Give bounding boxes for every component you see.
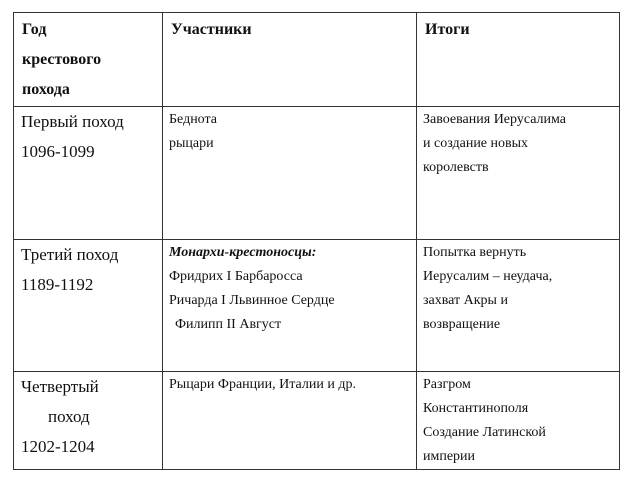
- year-cell: [14, 372, 163, 470]
- result-line: Завоевания Иерусалима: [423, 112, 567, 127]
- year-line: 1096-1099: [21, 142, 95, 161]
- year-line: Четвертый: [21, 377, 99, 396]
- result-line: империи: [423, 449, 476, 464]
- results-cell: [417, 372, 620, 470]
- header-year: [14, 13, 163, 107]
- header-participants: Участники: [163, 13, 417, 107]
- header-year-line: похода: [22, 81, 70, 98]
- table-row: [14, 372, 620, 470]
- participant-line: Беднота: [169, 112, 218, 127]
- result-line: Разгром: [423, 377, 471, 392]
- header-year-line: Год: [22, 21, 47, 38]
- year-line: 1189-1192: [21, 275, 94, 294]
- participants-heading: Монархи-крестоносцы:: [169, 245, 317, 260]
- result-line: Константинополя: [423, 401, 529, 416]
- result-line: и создание новых: [423, 136, 529, 151]
- header-results: Итоги: [417, 13, 620, 107]
- result-line: королевств: [423, 160, 489, 175]
- header-year-line: крестового: [22, 51, 102, 68]
- year-line: Третий поход: [21, 245, 119, 264]
- participant-line: Рыцари Франции, Италии и др.: [169, 377, 356, 392]
- results-cell: [417, 240, 620, 372]
- year-line: поход: [48, 407, 90, 426]
- participant-line: Фридрих I Барбаросса: [169, 269, 303, 284]
- participants-cell: [163, 107, 417, 240]
- results-cell: [417, 107, 620, 240]
- result-line: возвращение: [423, 317, 501, 332]
- participant-line: Филипп II Август: [175, 317, 282, 332]
- participant-line: рыцари: [169, 136, 214, 151]
- result-line: захват Акры и: [423, 293, 508, 308]
- table-row: [14, 107, 620, 240]
- year-line: 1202-1204: [21, 437, 95, 456]
- participants-cell: [163, 372, 417, 470]
- result-line: Попытка вернуть: [423, 245, 527, 260]
- year-cell: [14, 240, 163, 372]
- result-line: Иерусалим – неудача,: [423, 269, 553, 284]
- table-header-row: [14, 13, 620, 107]
- table-row: [14, 240, 620, 372]
- result-line: Создание Латинской: [423, 425, 546, 440]
- participants-cell: [163, 240, 417, 372]
- crusades-table: [13, 12, 620, 470]
- participant-line: Ричарда I Львинное Сердце: [169, 293, 335, 308]
- year-cell: [14, 107, 163, 240]
- year-line: Первый поход: [21, 112, 124, 131]
